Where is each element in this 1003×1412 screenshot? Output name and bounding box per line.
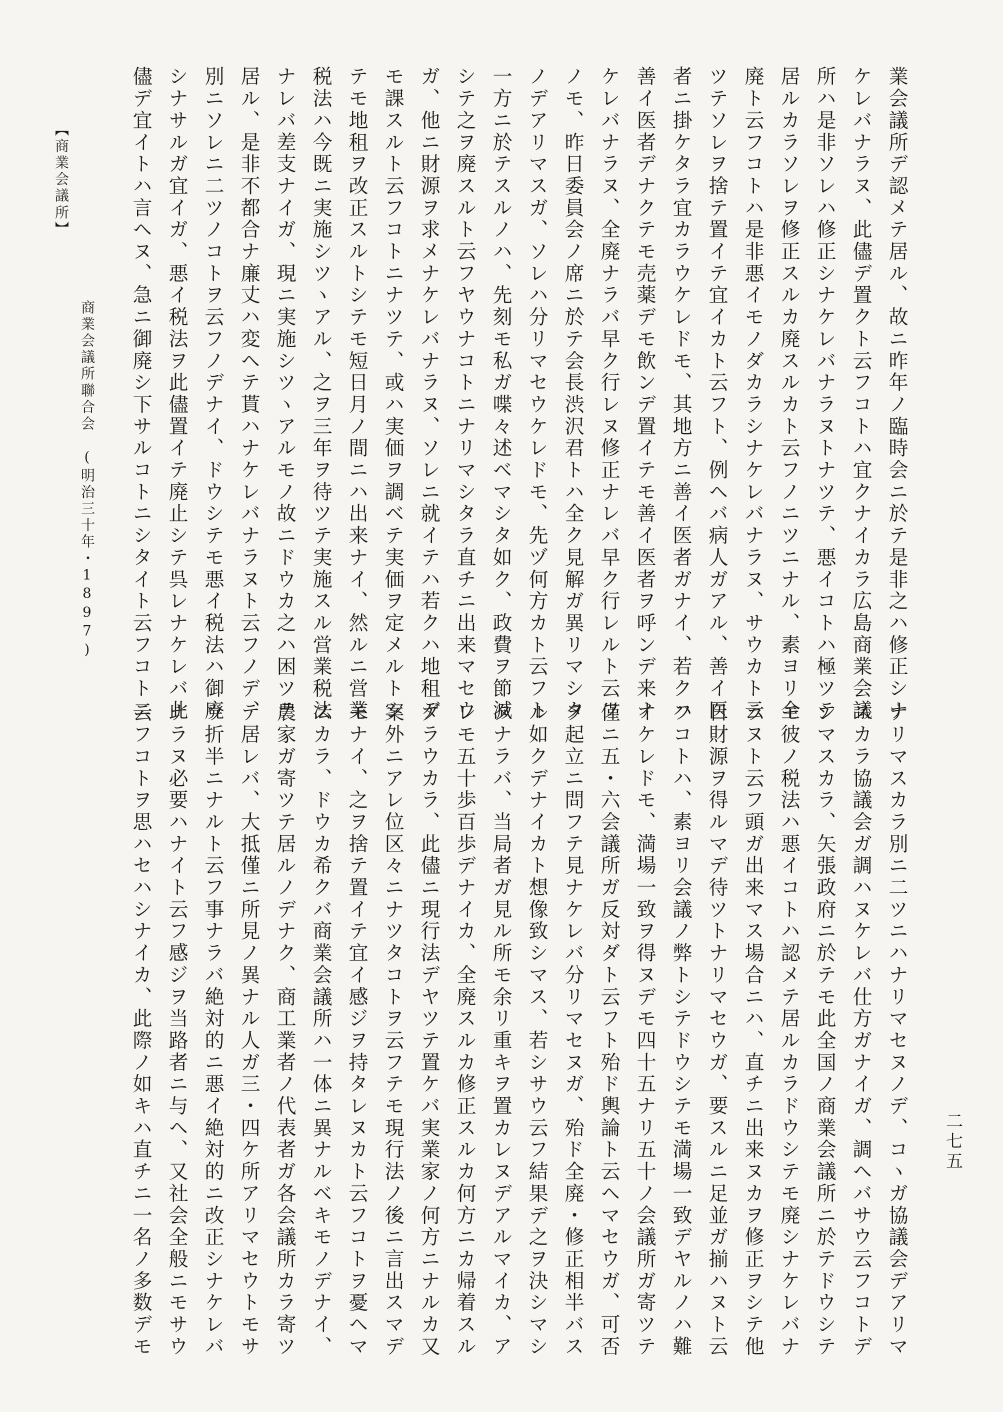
section-header-label: 【商業会議所】 bbox=[53, 122, 69, 239]
page-number: 二七五 bbox=[942, 1112, 962, 1172]
text-column: フコトハ、素ヨリ会議ノ弊トシテドウシテモ満場一致デヤルノハ難 bbox=[669, 702, 692, 1358]
text-column: ツテソレヲ捨テ置イテ宜イカト云フト、例ヘバ病人ガアル、善イ医 bbox=[705, 66, 728, 722]
text-column: レモ五十歩百歩デナイカ、全廃スルカ修正スルカ何方ニカ帰着スル bbox=[453, 702, 476, 1358]
text-column: ナラヌ必要ハナイト云フ感ジヲ当路者ニ与ヘ、又社会全般ニモサウ bbox=[165, 702, 188, 1358]
text-column: ケレバナラヌ、全廃ナラバ早ク行レヌ修正ナレバ早ク行レルト云フ bbox=[597, 66, 620, 722]
running-header: 商業会議所聯合会 (明治三十年・1897) bbox=[79, 300, 95, 661]
text-column: ダラウカラ、此儘ニ現行法デヤツテ置ケバ実業家ノ何方ニナルカ又 bbox=[417, 702, 440, 1358]
text-column: 居ル、是非不都合ナ廉丈ハ変ヘテ貰ハナケレバナラヌト云フノデ、 bbox=[237, 66, 260, 722]
text-column: ラヌト云フ頭ガ出来マス場合ニハ、直チニ出来ヌカヲ修正ヲシテ他 bbox=[741, 702, 764, 1358]
text-column: ナリマスカラ別ニ二ツニハナリマセヌノデ、コヽガ協議会デアリマ bbox=[885, 702, 908, 1358]
text-column: タナラバ、当局者ガ見ル所モ余リ重キヲ置カレヌデアルマイカ、ア bbox=[489, 702, 512, 1358]
text-column: 別ニソレニ二ツノコトヲ云フノデナイ、ドウシテモ悪イ税法ハ御廃 bbox=[201, 66, 224, 722]
text-column: シテ之ヲ廃スルト云フヤウナコトニナリマシタラ直チニ出来マセウ bbox=[453, 66, 476, 722]
text-column: 善イ医者デナクテモ売薬デモ飲ンデ置イテモ善イ医者ヲ呼ンデ来ナ bbox=[633, 66, 656, 722]
text-column: テ居レバ、大抵僅ニ所見ノ異ナル人ガ三・四ケ所アリマセウトモサ bbox=[237, 702, 260, 1358]
text-column: スカラ協議会ガ調ハヌケレバ仕方ガナイガ、調ヘバサウ云フコトデ bbox=[849, 702, 872, 1358]
text-column: 一方ニ於テスルノハ、先刻モ私ガ喋々述ベマシタ如ク、政費ヲ節減 bbox=[489, 66, 512, 722]
text-column: イケレドモ、満場一致ヲ得ヌデモ四十五ナリ五十ノ会議所ガ寄ツテ bbox=[633, 702, 656, 1358]
text-column: 儘デ宜イトハ言ヘヌ、急ニ御廃シ下サルコトニシタイト云フコトニ bbox=[129, 66, 152, 722]
text-column: ノモ、昨日委員会ノ席ニ於テ会長渋沢君トハ全ク見解ガ異リマシタ bbox=[561, 66, 584, 722]
text-column: 税法ハ今既ニ実施シツヽアル、之ヲ三年ヲ待ツテ実施スル営業税法 bbox=[309, 66, 332, 722]
text-column: 居ルカラソレヲ修正スルカ廃スルカト云フノニツニナル、素ヨリ全 bbox=[777, 66, 800, 722]
text-column: 業会議所デ認メテ居ル、故ニ昨年ノ臨時会ニ於テ是非之ハ修正シナ bbox=[885, 66, 908, 722]
text-column: テモ地租ヲ改正スルトシテモ短日月ノ間ニハ出来ナイ、然ルニ営業 bbox=[345, 66, 368, 722]
text-column: ウ折半ニナルト云フ事ナラバ絶対的ニ悪イ絶対的ニ改正シナケレバ bbox=[201, 702, 224, 1358]
text-column: 所ハ是非ソレハ修正シナケレバナラヌトナツテ、悪イコトハ極ツテ bbox=[813, 66, 836, 722]
text-column: 日財源ヲ得ルマデ待ツトナリマセウガ、要スルニ足並ガ揃ハヌト云 bbox=[705, 702, 728, 1358]
text-column: ヲ起立ニ問フテ見ナケレバ分リマセヌガ、殆ド全廃・修正相半バス bbox=[561, 702, 584, 1358]
text-column: モ課スルト云フコトニナツテ、或ハ実価ヲ調ベテ実価ヲ定メルトシ bbox=[381, 66, 404, 722]
text-column: 者ニ掛ケタラ宜カラウケレドモ、其地方ニ善イ医者ガナイ、若クハ bbox=[669, 66, 692, 722]
text-column: スカラ、ドウカ希クバ商業会議所ハ一体ニ異ナルベキモノデナイ、 bbox=[309, 702, 332, 1358]
bottom-text-block bbox=[96, 702, 908, 1358]
text-column: ノデアリマスガ、ソレハ分リマセウケレドモ、先ヅ何方カト云フト bbox=[525, 66, 548, 722]
text-column: 云フコトヲ思ハセハシナイカ、此際ノ如キハ直チニ一名ノ多数デモ bbox=[129, 702, 152, 1358]
text-column: ケレバナラヌ、此儘デ置クト云フコトハ宜クナイカラ広島商業会議 bbox=[849, 66, 872, 722]
text-column: モ彼ノ税法ハ悪イコトハ認メテ居ルカラドウシテモ廃シナケレバナ bbox=[777, 702, 800, 1358]
text-column: ガ、他ニ財源ヲ求メナケレバナラヌ、ソレニ就イテハ若クハ地租デ bbox=[417, 66, 440, 722]
text-column: シナサルガ宜イガ、悪イ税法ヲ此儘置イテ廃止シテ呉レナケレバ此 bbox=[165, 66, 188, 722]
text-column: ナレバ差支ナイガ、現ニ実施シツヽアルモノ故ニドウカ之ハ困ツテ bbox=[273, 66, 296, 722]
text-column: 僅ニ五・六会議所ガ反対ダト云フト殆ド輿論ト云ヘマセウガ、可否 bbox=[597, 702, 620, 1358]
top-text-block bbox=[96, 66, 908, 722]
text-column: 農家ガ寄ツテ居ルノデナク、商工業者ノ代表者ガ各会議所カラ寄ツ bbox=[273, 702, 296, 1358]
text-column: 廃ト云フコトハ是非悪イモノダカラシナケレバナラヌ、サウカト云 bbox=[741, 66, 764, 722]
text-column: 案外ニアレ位区々ニナツタコトヲ云フテモ現行法ノ後ニ言出スマデ bbox=[381, 702, 404, 1358]
text-column: モナイ、之ヲ捨テ置イテ宜イ感ジヲ持タレヌカト云フコトヲ憂ヘマ bbox=[345, 702, 368, 1358]
text-column: シマスカラ、矢張政府ニ於テモ此全国ノ商業会議所ニ於テドウシテ bbox=[813, 702, 836, 1358]
text-column: ル如クデナイカト想像致シマス、若シサウ云フ結果デ之ヲ決シマシ bbox=[525, 702, 548, 1358]
